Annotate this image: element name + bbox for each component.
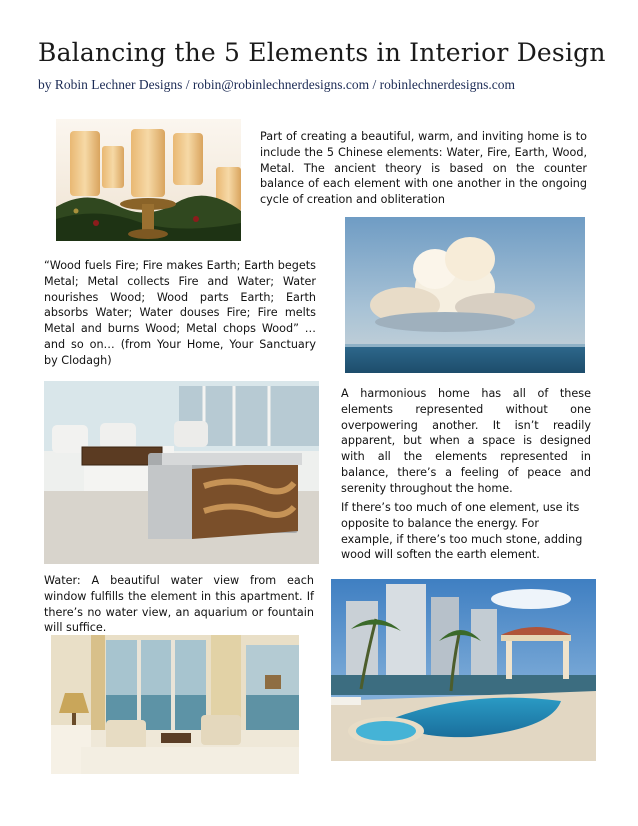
candles-photo xyxy=(56,119,241,241)
harmony-paragraph: A harmonious home has all of these elements represented without one overpowering another. It isn’t readily apparent, but when a space is designed with all the elements represented in balance, there’s a feeling of peace and serenity throughout the home. xyxy=(341,387,591,495)
elements-quote: “Wood fuels Fire; Fire makes Earth; Earth begets Metal; Metal collects Fire and Water; Water nourishes Wood; Wood parts Earth; Earth absorbs Water; Water douses Fire; Fire melts Metal and burns Wood; Metal chops Wood” …and so on… (from Your Home, Your Sanctuary by Clodagh) xyxy=(44,259,316,367)
living-room-photo xyxy=(44,381,319,564)
byline: by Robin Lechner Designs / robin@robinlechnerdesigns.com / robinlechnerdesigns.com xyxy=(38,77,515,92)
water-caption: Water: A beautiful water view from each window fulfills the element in this apartment. If there’s no water view, an aquarium or fountain will suffice. xyxy=(44,574,314,635)
clouds-ocean-photo xyxy=(345,217,585,373)
bedroom-photo xyxy=(51,635,299,774)
page-title: Balancing the 5 Elements in Interior Design xyxy=(38,38,606,67)
intro-paragraph: Part of creating a beautiful, warm, and inviting home is to include the 5 Chinese elements: Water, Fire, Earth, Wood, Metal. The ancient theory is based on the counter balance of each element with one another in the ongoing cycle of creation and obliteration xyxy=(260,130,587,207)
balance-tip-paragraph: If there’s too much of one element, use its opposite to balance the energy. For example, if there’s too much stone, adding wood will soften the earth element. xyxy=(341,501,583,562)
pool-photo xyxy=(331,579,596,761)
